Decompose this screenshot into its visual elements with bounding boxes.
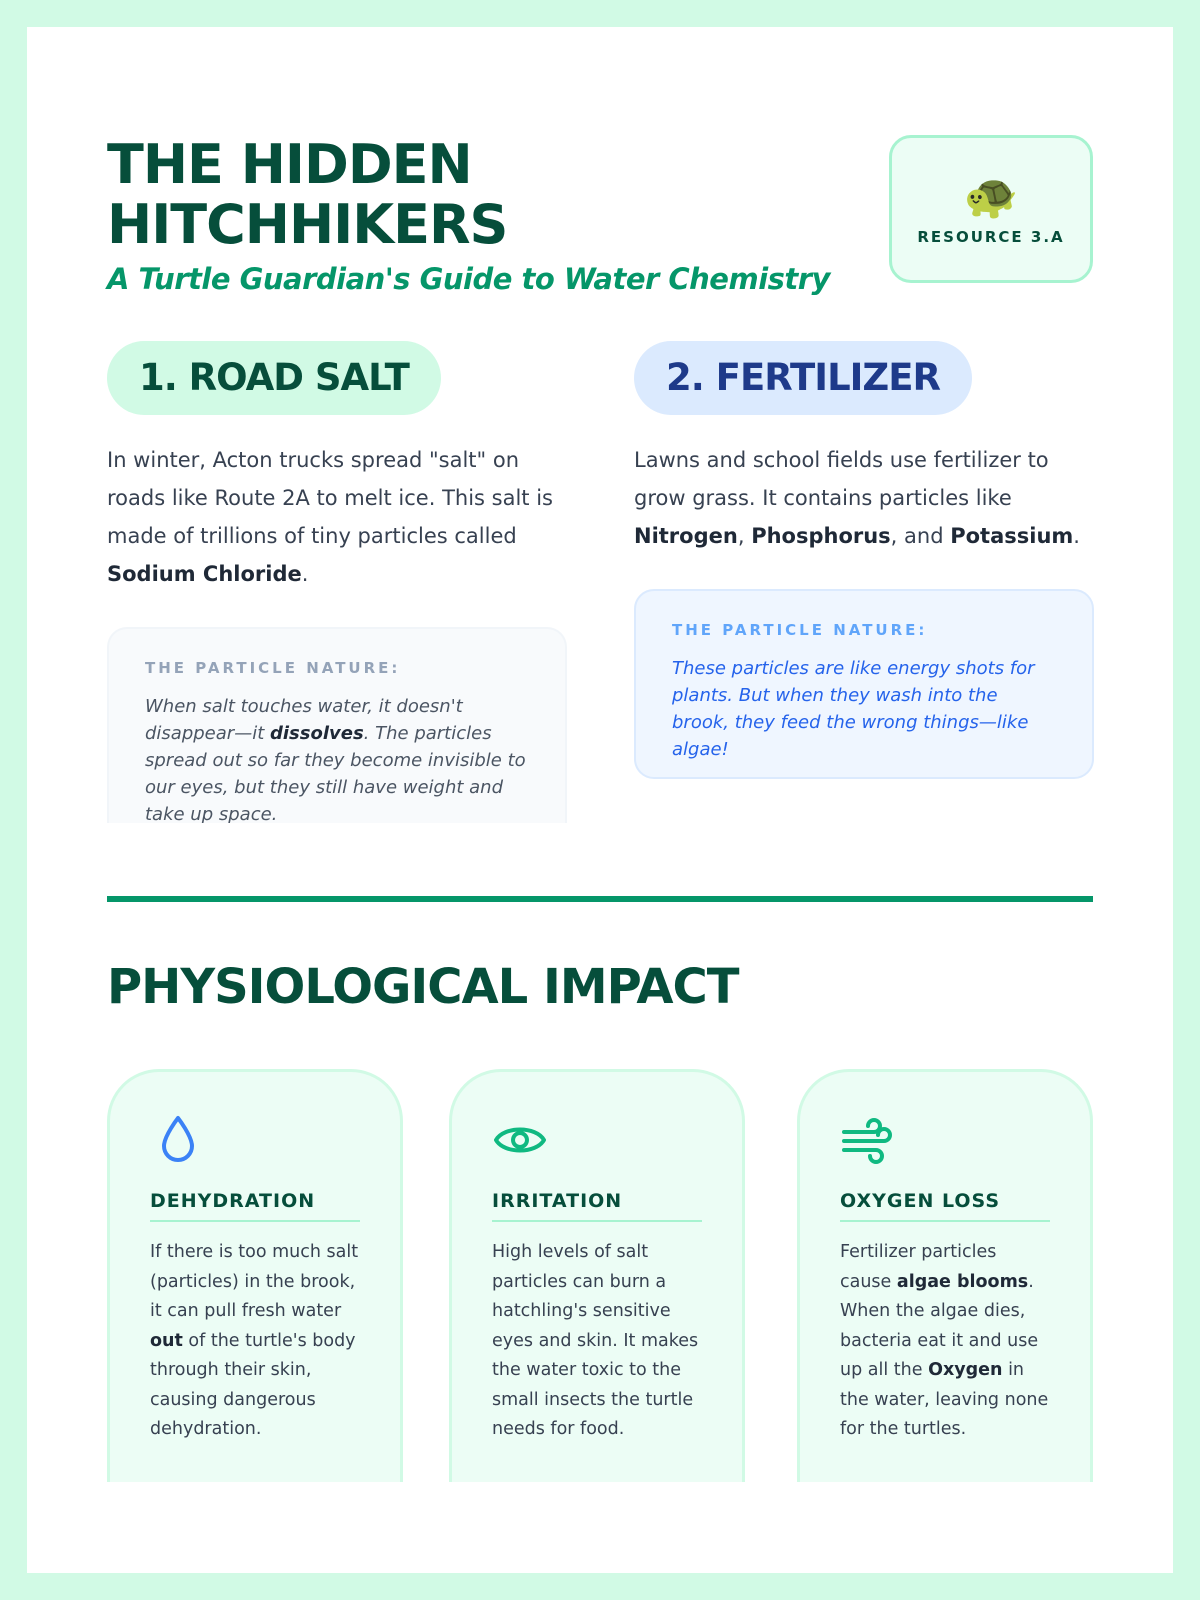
fertilizer-section <box>634 341 1094 779</box>
callout-text-start: When salt touches water, it doesn't disappear—it <box>145 696 463 744</box>
card-title: IRRITATION <box>492 1190 702 1222</box>
section-divider <box>107 896 1093 902</box>
dissolves-term: dissolves <box>269 723 364 744</box>
fertilizer-callout <box>634 589 1094 779</box>
card-text-end: in the water, leaving none for the turtles. <box>840 1360 1049 1439</box>
fertilizer-text: Lawns and school fields use fertilizer to grow grass. It contains particles like <box>634 448 1049 510</box>
callout-label: THE PARTICLE NATURE: <box>145 659 401 677</box>
card-text <box>150 1238 360 1445</box>
card-text-end: of the turtle's body through their skin, causing dangerous dehydration. <box>150 1330 356 1439</box>
impact-cards <box>107 1069 1093 1482</box>
card-title: OXYGEN LOSS <box>840 1190 1050 1222</box>
eye-icon <box>492 1112 548 1168</box>
oxygen-loss-card <box>797 1069 1093 1482</box>
sodium-chloride-term: Sodium Chloride <box>107 562 302 586</box>
card-text-middle: . When the algae dies, bacteria eat it and use up all the <box>840 1271 1039 1380</box>
wind-icon <box>840 1112 896 1168</box>
fertilizer-body <box>634 441 1094 555</box>
out-term: out <box>150 1330 183 1351</box>
callout-text: These particles are like energy shots for plants. But when they wash into the brook, they feed the wrong things—like algae! <box>672 658 1035 760</box>
header <box>107 107 1093 307</box>
title-line-1: THE HIDDEN <box>107 133 472 196</box>
callout-text <box>145 693 529 823</box>
road-salt-section <box>107 341 567 823</box>
oxygen-term: Oxygen <box>928 1360 1003 1380</box>
dehydration-card <box>107 1069 403 1482</box>
droplet-icon <box>150 1112 206 1168</box>
road-salt-text-end: . <box>301 562 309 586</box>
road-salt-heading: 1. ROAD SALT <box>107 341 441 415</box>
card-text-start: If there is too much salt (particles) in the brook, it can pull fresh water <box>150 1242 359 1321</box>
road-salt-callout <box>107 627 567 823</box>
algae-blooms-term: algae blooms <box>896 1271 1029 1292</box>
callout-label: THE PARTICLE NATURE: <box>672 621 928 639</box>
fertilizer-heading: 2. FERTILIZER <box>634 341 972 415</box>
potassium-term: Potassium <box>950 524 1074 548</box>
page-title <box>107 135 507 255</box>
turtle-icon: 🐢 <box>963 171 1019 222</box>
resource-label: RESOURCE 3.A <box>917 228 1065 246</box>
fertilizer-text-end: . <box>1073 524 1080 548</box>
separator: , and <box>890 524 951 548</box>
road-salt-text: In winter, Acton trucks spread "salt" on roads like Route 2A to melt ice. This salt is made of trillions of tiny particles called <box>107 448 553 548</box>
card-text: High levels of salt particles can burn a hatchling's sensitive eyes and skin. It makes the water toxic to the small insects the turtle needs for food. <box>492 1242 699 1439</box>
page-subtitle: A Turtle Guardian's Guide to Water Chemistry <box>107 262 830 296</box>
impact-title: PHYSIOLOGICAL IMPACT <box>107 959 739 1015</box>
callout-text-end: . The particles spread out so far they become invisible to our eyes, but they still have weight and take up space. <box>145 723 526 823</box>
resource-badge <box>889 135 1093 283</box>
card-text <box>840 1238 1050 1445</box>
separator: , <box>737 524 752 548</box>
road-salt-body <box>107 441 567 593</box>
title-line-2: HITCHHIKERS <box>107 193 508 256</box>
card-title: DEHYDRATION <box>150 1190 360 1222</box>
card-text-start: Fertilizer particles cause <box>840 1242 997 1292</box>
worksheet-page <box>27 27 1173 1573</box>
irritation-card <box>449 1069 745 1482</box>
nitrogen-term: Nitrogen <box>634 524 738 548</box>
phosphorus-term: Phosphorus <box>751 524 891 548</box>
